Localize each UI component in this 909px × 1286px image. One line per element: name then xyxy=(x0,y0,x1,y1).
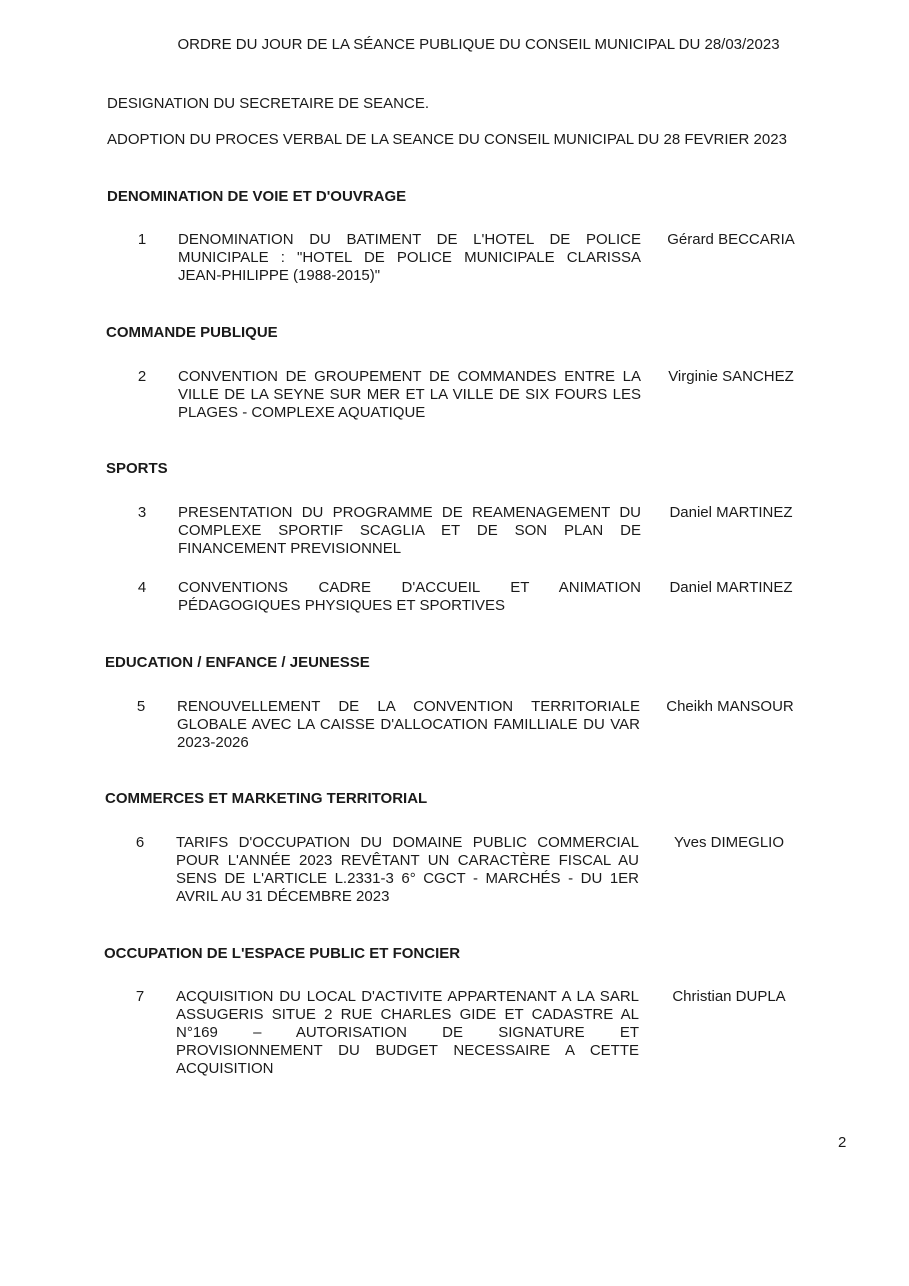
item-text-line: N°169 – AUTORISATION DE SIGNATURE ET xyxy=(176,1024,639,1041)
item-text-line: GLOBALE AVEC LA CAISSE D'ALLOCATION FAMILLIALE DU VAR xyxy=(177,716,640,733)
item-text-line: FINANCEMENT PREVISIONNEL xyxy=(178,540,402,557)
item-number: 3 xyxy=(137,504,147,521)
intro-designation: DESIGNATION DU SECRETAIRE DE SEANCE. xyxy=(107,95,429,112)
item-text xyxy=(176,988,639,1078)
item-text-line: VILLE DE LA SEYNE SUR MER ET LA VILLE DE SIX FOURS LES xyxy=(178,386,641,403)
item-text-line: CONVENTION DE GROUPEMENT DE COMMANDES ENTRE LA xyxy=(178,368,641,385)
item-text xyxy=(177,698,640,752)
item-rapporteur: Cheikh MANSOUR xyxy=(666,698,794,715)
item-text xyxy=(178,579,641,615)
item-text-line: ACQUISITION xyxy=(176,1060,274,1077)
item-text-line: ASSUGERIS SITUE 2 RUE CHARLES GIDE ET CADASTRE AL xyxy=(176,1006,639,1023)
section-title-occupation: OCCUPATION DE L'ESPACE PUBLIC ET FONCIER xyxy=(104,945,461,962)
item-text-line: PRESENTATION DU PROGRAMME DE REAMENAGEMENT DU xyxy=(178,504,641,521)
item-text-line: COMPLEXE SPORTIF SCAGLIA ET DE SON PLAN DE xyxy=(178,522,641,539)
page-header: ORDRE DU JOUR DE LA SÉANCE PUBLIQUE DU CONSEIL MUNICIPAL DU 28/03/2023 xyxy=(177,36,780,53)
item-number: 6 xyxy=(135,834,145,851)
intro-adoption: ADOPTION DU PROCES VERBAL DE LA SEANCE DU CONSEIL MUNICIPAL DU 28 FEVRIER 2023 xyxy=(107,131,787,148)
item-rapporteur: Yves DIMEGLIO xyxy=(673,834,785,851)
page-number: 2 xyxy=(838,1134,847,1151)
item-text-line: DENOMINATION DU BATIMENT DE L'HOTEL DE POLICE xyxy=(178,231,641,248)
item-text-line: MUNICIPALE : "HOTEL DE POLICE MUNICIPALE CLARISSA xyxy=(178,249,641,266)
section-title-commerces: COMMERCES ET MARKETING TERRITORIAL xyxy=(105,790,428,807)
section-title-denomination: DENOMINATION DE VOIE ET D'OUVRAGE xyxy=(107,188,407,205)
item-number: 2 xyxy=(137,368,147,385)
item-rapporteur: Gérard BECCARIA xyxy=(667,231,795,248)
item-number: 4 xyxy=(137,579,147,596)
item-text-line: POUR L'ANNÉE 2023 REVÊTANT UN CARACTÈRE FISCAL AU xyxy=(176,852,639,869)
item-text-line: JEAN-PHILIPPE (1988-2015)" xyxy=(178,267,381,284)
item-number: 1 xyxy=(137,231,147,248)
item-text-line: SENS DE L'ARTICLE L.2331-3 6° CGCT - MARCHÉS - DU 1ER xyxy=(176,870,639,887)
section-title-sports: SPORTS xyxy=(106,460,168,477)
item-text-line: PÉDAGOGIQUES PHYSIQUES ET SPORTIVES xyxy=(178,597,506,614)
section-title-education: EDUCATION / ENFANCE / JEUNESSE xyxy=(105,654,370,671)
item-text-line: 2023-2026 xyxy=(177,734,249,751)
item-text-line: ACQUISITION DU LOCAL D'ACTIVITE APPARTENANT A LA SARL xyxy=(176,988,639,1005)
item-rapporteur: Daniel MARTINEZ xyxy=(669,504,793,521)
item-text-line: AVRIL AU 31 DÉCEMBRE 2023 xyxy=(176,888,390,905)
item-text xyxy=(176,834,639,906)
item-rapporteur: Daniel MARTINEZ xyxy=(669,579,793,596)
item-number: 5 xyxy=(136,698,146,715)
item-number: 7 xyxy=(135,988,145,1005)
item-text xyxy=(178,231,641,285)
item-text-line: TARIFS D'OCCUPATION DU DOMAINE PUBLIC COMMERCIAL xyxy=(176,834,639,851)
item-text-line: RENOUVELLEMENT DE LA CONVENTION TERRITORIALE xyxy=(177,698,640,715)
section-title-commande-publique: COMMANDE PUBLIQUE xyxy=(106,324,278,341)
item-text-line: PROVISIONNEMENT DU BUDGET NECESSAIRE A CETTE xyxy=(176,1042,639,1059)
item-rapporteur: Virginie SANCHEZ xyxy=(668,368,794,385)
item-text-line: PLAGES - COMPLEXE AQUATIQUE xyxy=(178,404,426,421)
item-text xyxy=(178,368,641,422)
item-rapporteur: Christian DUPLA xyxy=(672,988,786,1005)
item-text xyxy=(178,504,641,558)
item-text-line: CONVENTIONS CADRE D'ACCUEIL ET ANIMATION xyxy=(178,579,641,596)
